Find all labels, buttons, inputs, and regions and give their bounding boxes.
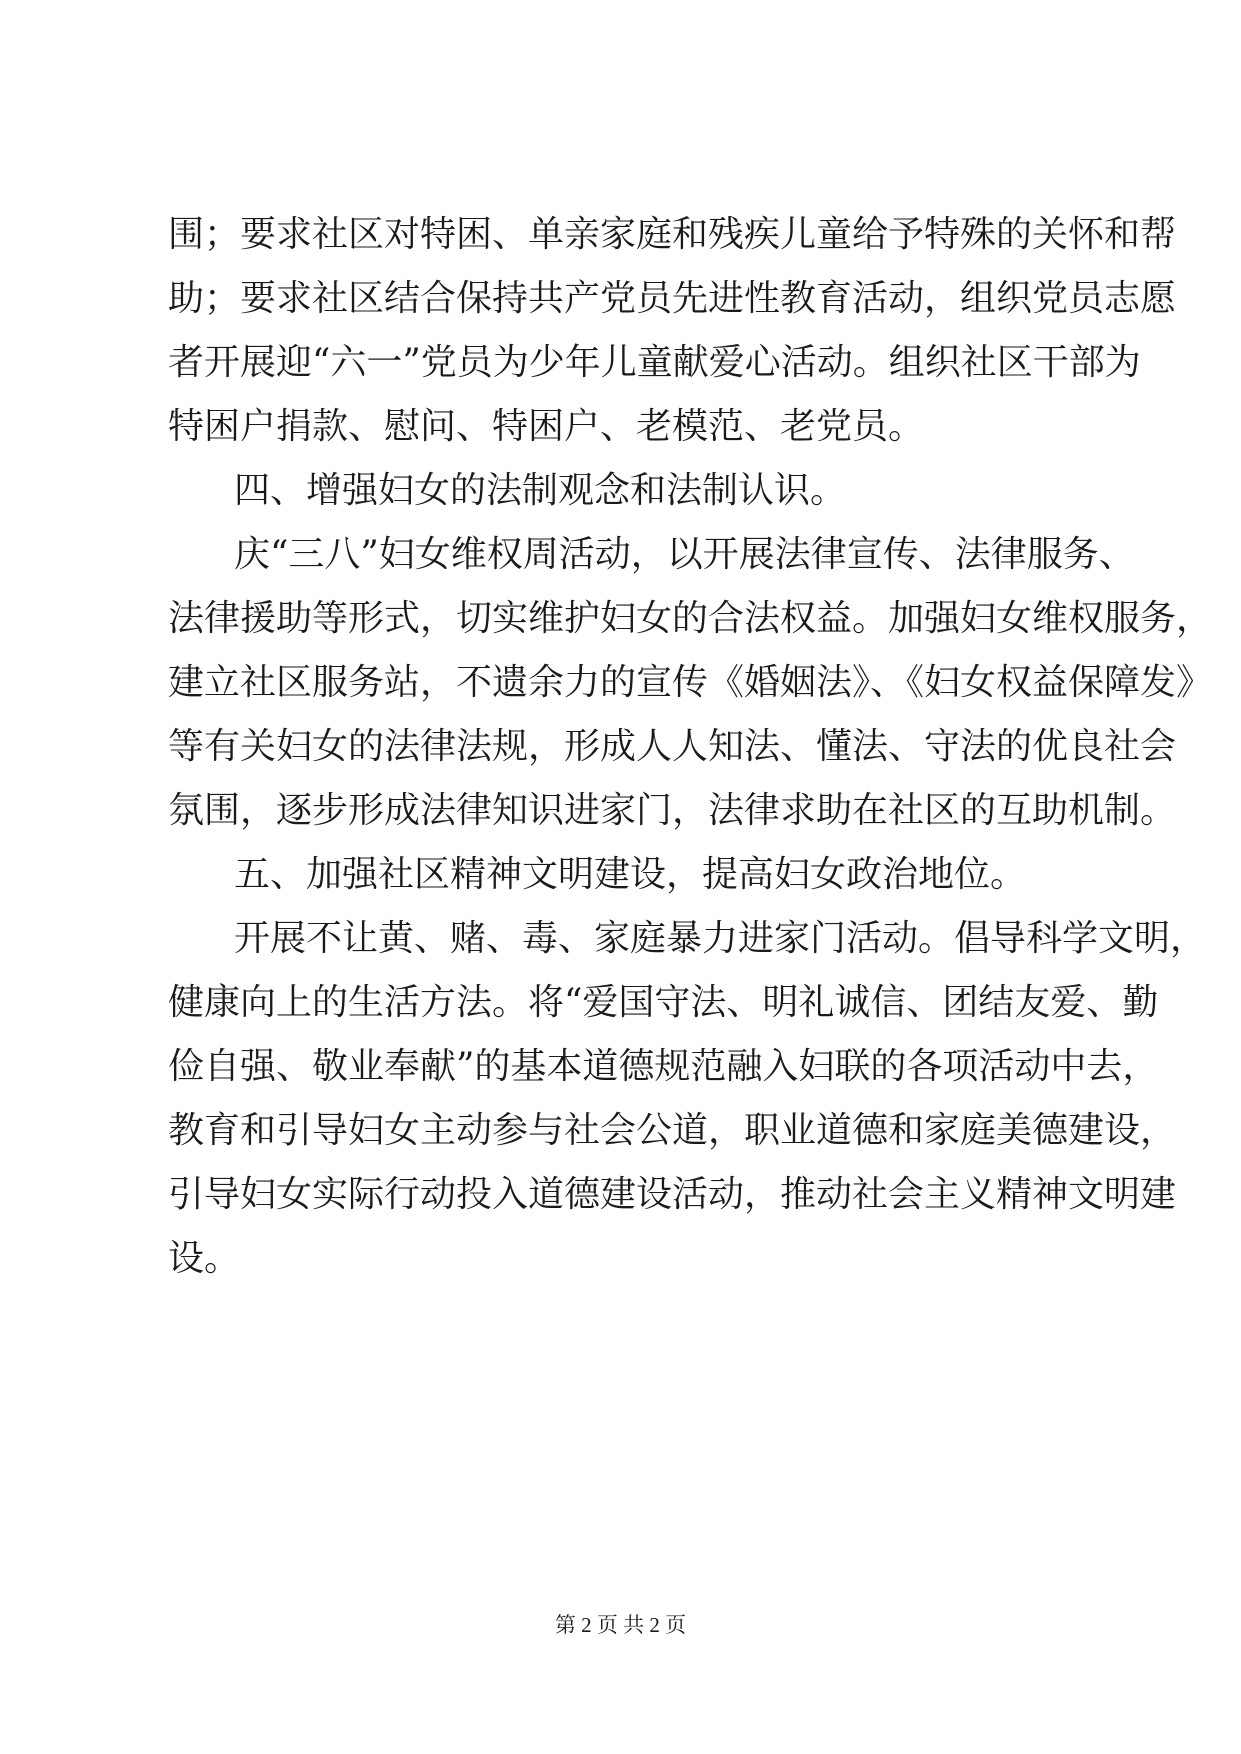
body-line: 法律援助等形式，切实维护妇女的合法权益。加强妇女维权服务， [168, 598, 1213, 639]
body-line: 教育和引导妇女主动参与社会公道，职业道德和家庭美德建设， [168, 1110, 1177, 1151]
section-heading: 五、加强社区精神文明建设，提高妇女政治地位。 [234, 854, 1027, 895]
body-line: 围；要求社区对特困、单亲家庭和残疾儿童给予特殊的关怀和帮 [168, 214, 1177, 255]
page-number-footer: 第 2 页 共 2 页 [554, 1613, 687, 1637]
body-line: 庆“三八”妇女维权周活动，以开展法律宣传、法律服务、 [234, 534, 1135, 575]
body-line: 者开展迎“六一”党员为少年儿童献爱心活动。组织社区干部为 [168, 342, 1141, 383]
body-line: 引导妇女实际行动投入道德建设活动，推动社会主义精神文明建 [168, 1174, 1177, 1215]
body-line: 助；要求社区结合保持共产党员先进性教育活动，组织党员志愿 [168, 278, 1177, 319]
body-line: 开展不让黄、赌、毒、家庭暴力进家门活动。倡导科学文明， [234, 918, 1207, 959]
body-line: 等有关妇女的法律法规，形成人人知法、懂法、守法的优良社会 [168, 726, 1177, 767]
section-heading: 四、增强妇女的法制观念和法制认识。 [234, 470, 847, 511]
body-line: 设。 [168, 1238, 241, 1279]
body-line: 建立社区服务站，不遗余力的宣传《婚姻法》、《妇女权益保障发》 [168, 662, 1213, 703]
body-line: 俭自强、敬业奉献”的基本道德规范融入妇联的各项活动中去， [168, 1046, 1159, 1087]
body-line: 特困户捐款、慰问、特困户、老模范、老党员。 [168, 406, 925, 447]
body-line: 健康向上的生活方法。将“爱国守法、明礼诚信、团结友爱、勤 [168, 982, 1159, 1023]
document-body [168, 203, 1213, 1291]
body-line: 氛围，逐步形成法律知识进家门，法律求助在社区的互助机制。 [168, 790, 1177, 831]
